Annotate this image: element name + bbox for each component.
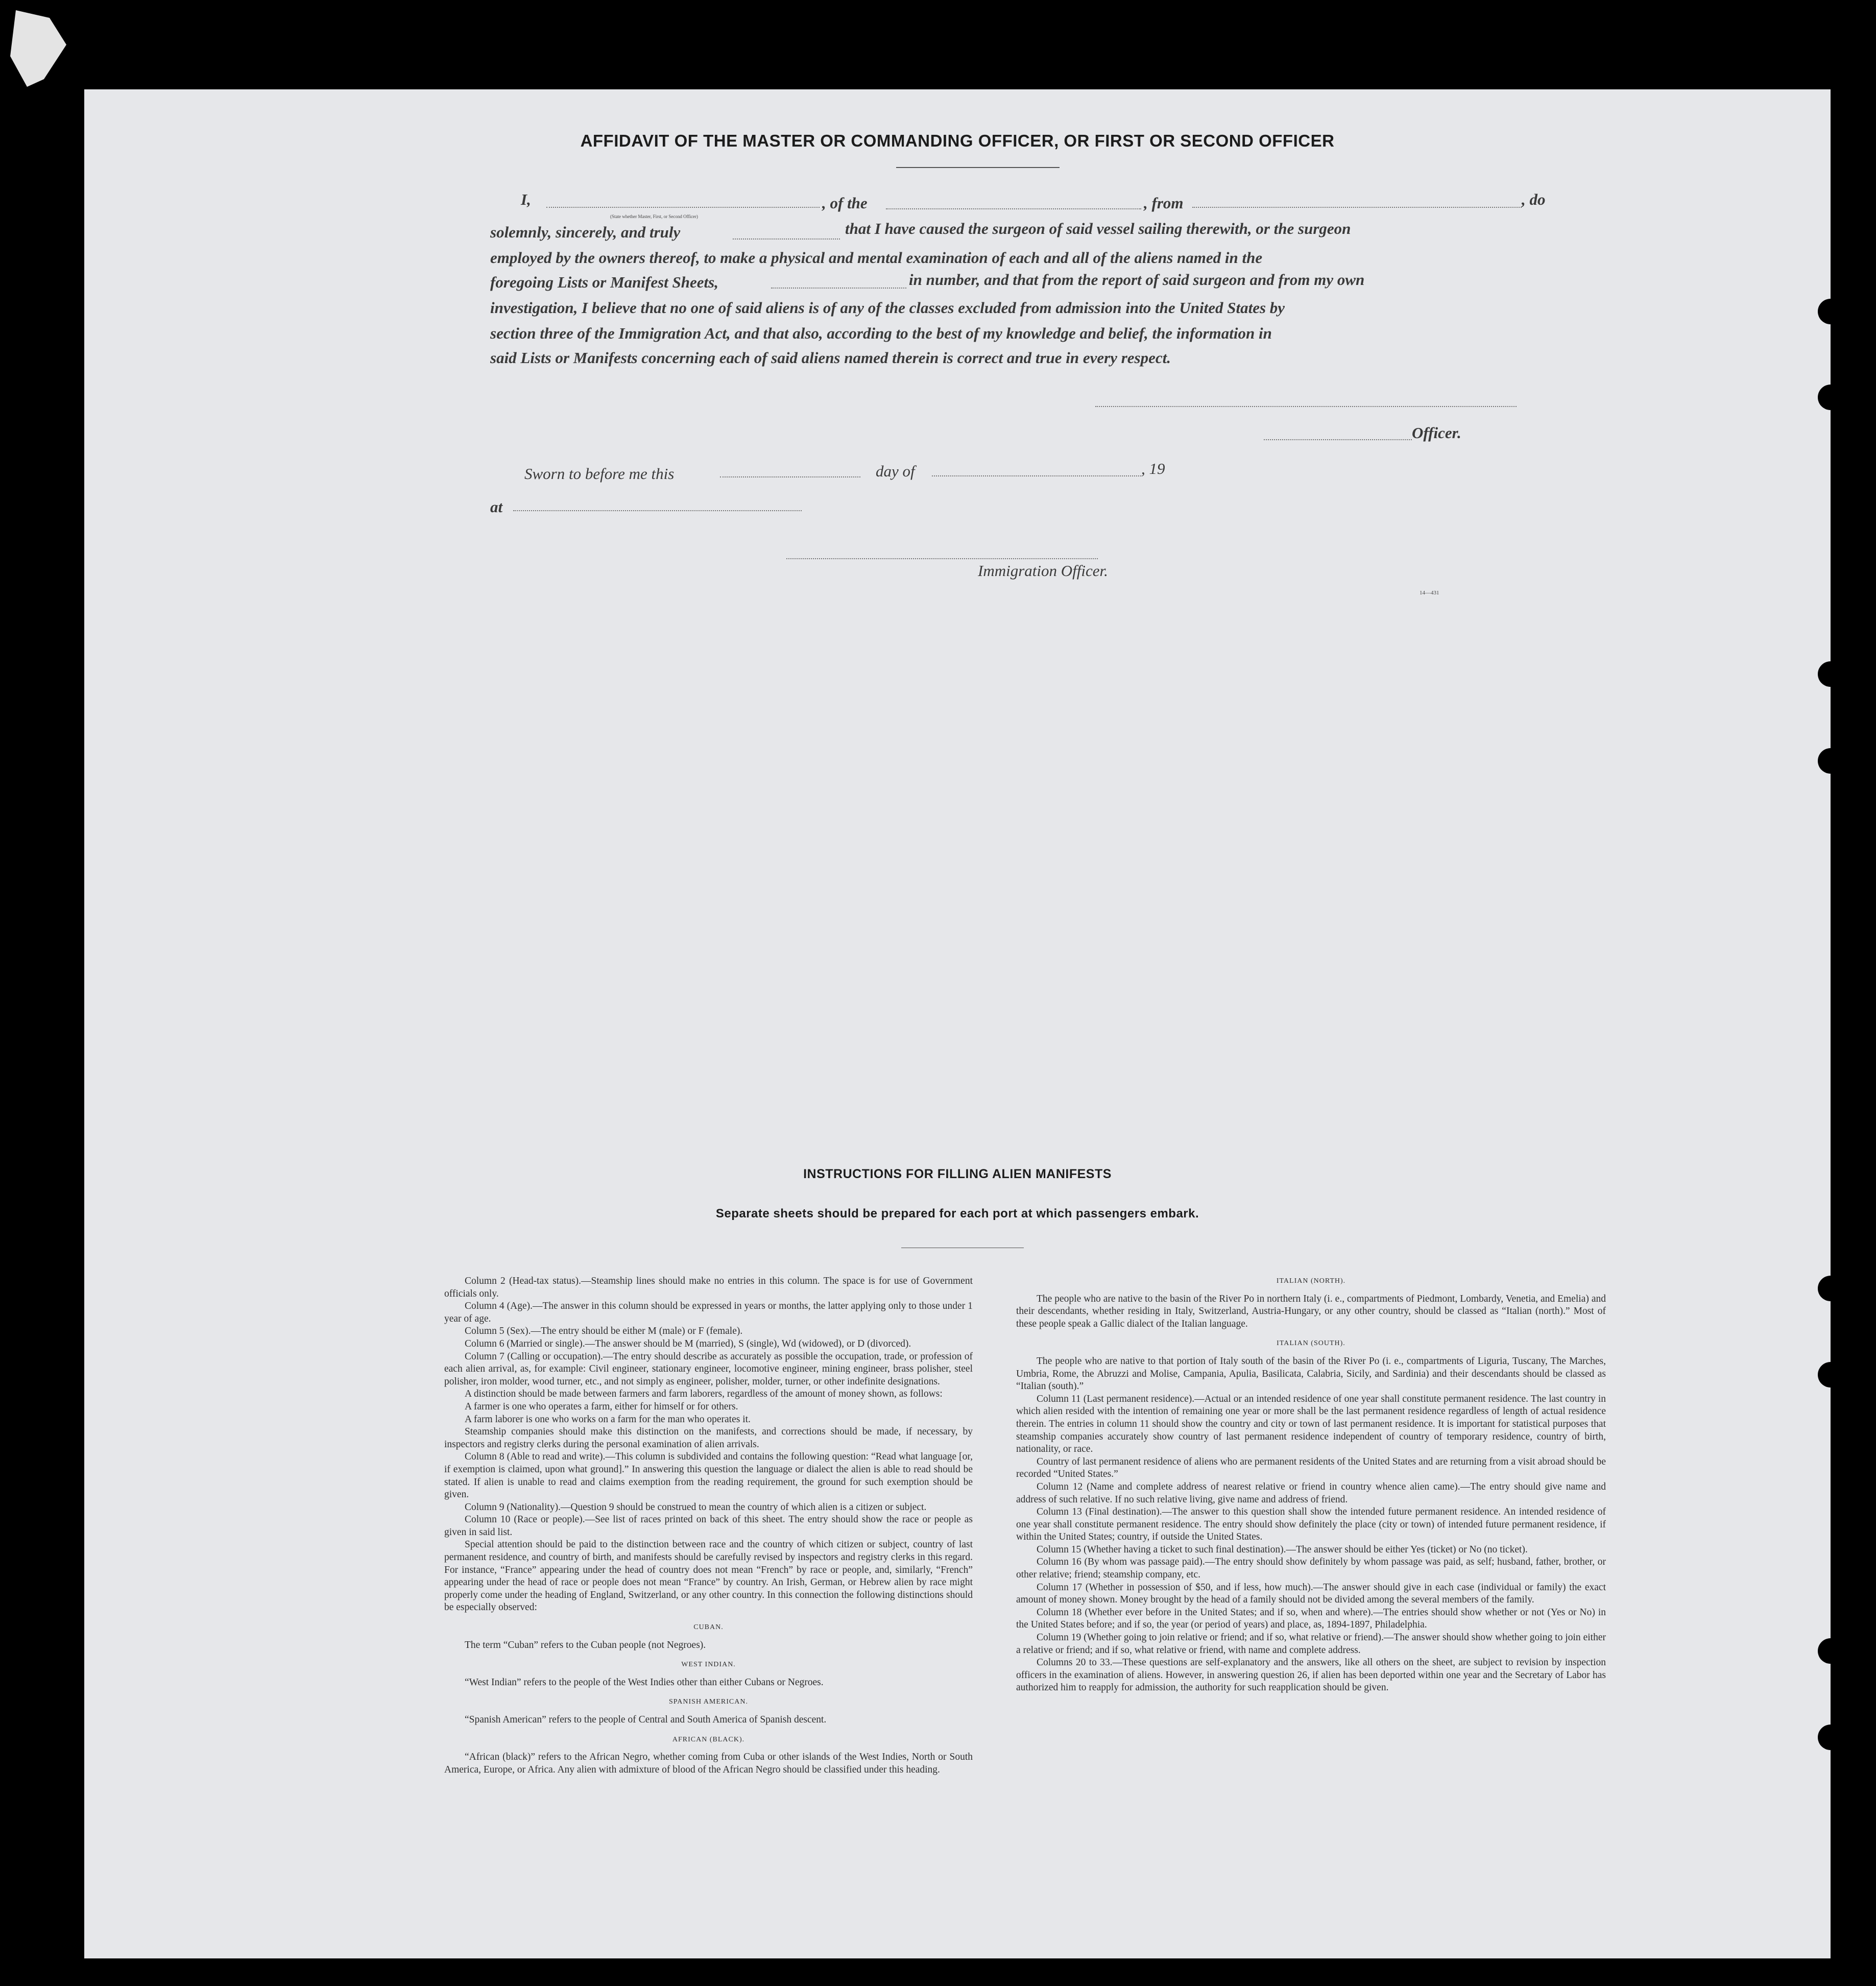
- col13-text: Column 13 (Final destination).—The answer to this question shall show the intended future permanent residence. An intended residence of one year shall constitute permanent residence. The entry should show definitely the place (city or town) of intended future permanent residence, if within the United States; country, if outside the United States.: [1016, 1506, 1606, 1543]
- immigration-officer-signature-line[interactable]: [786, 558, 1098, 559]
- italian-north-text: The people who are native to the basin of the River Po in northern Italy (i. e., compartments of Piedmont, Lombardy, Venetia, and Emelia) and their descendants, whether residing in Italy, Switzerland, Austria-Hungary, or any other country, should be classed as “Italian (north).” Most of these people speak a Gallic dialect of the Italian language.: [1016, 1293, 1606, 1329]
- col9-text: Column 9 (Nationality).—Question 9 should be construed to mean the country of which alien is a citizen or subject.: [465, 1501, 927, 1513]
- affidavit-line2a: solemnly, sincerely, and truly: [490, 223, 681, 241]
- col6-text: Column 6 (Married or single).—The answer should be M (married), S (single), Wd (widowed), or D (divorced).: [465, 1338, 911, 1349]
- farm-laborer-text: A farm laborer is one who works on a farm for the man who operates it.: [465, 1414, 751, 1425]
- affidavit-of-the: , of the: [822, 194, 868, 212]
- affidavit-title: AFFIDAVIT OF THE MASTER OR COMMANDING OFFICER, OR FIRST OR SECOND OFFICER: [580, 131, 1335, 150]
- col5-text: Column 5 (Sex).—The entry should be either M (male) or F (female).: [465, 1326, 743, 1337]
- affidavit-from: , from: [1144, 194, 1184, 212]
- col17-text: Column 17 (Whether in possession of $50, and if less, how much).—The answer should give in each case (individual or family) the exact amount of money shown. Money brought by the head of a family should not be divided among the several members of the family.: [1016, 1582, 1606, 1606]
- punch-hole: [1818, 1638, 1843, 1664]
- col11b-text: Country of last permanent residence of aliens who are permanent residents of the United States and are returning from a visit abroad should be recorded “United States.”: [1016, 1456, 1606, 1480]
- affidavit-line7: said Lists or Manifests concerning each of said aliens named therein is correct and true in every respect.: [490, 349, 1171, 367]
- immigration-officer-label: Immigration Officer.: [978, 562, 1108, 580]
- port-from-field[interactable]: [1192, 207, 1522, 208]
- col20-33-text: Columns 20 to 33.—These questions are self-explanatory and the answers, like all others on the sheet, are subject to revision by inspection officers in the examination of aliens. However, in answering question 26, if alien has been deported within one year and the Secretary of Labor has authorized him to reapply for admission, the authority for such reapplication should be given.: [1016, 1657, 1606, 1693]
- vessel-name-field[interactable]: [886, 208, 1141, 209]
- affidavit-line4a: foregoing Lists or Manifest Sheets,: [490, 273, 718, 291]
- col12-text: Column 12 (Name and complete address of nearest relative or friend in country whence alien came).—The entry should give name and address of such relative. If no such relative living, give name and address of friend.: [1016, 1481, 1606, 1505]
- punch-hole: [1818, 1725, 1843, 1750]
- sheets-count-field[interactable]: [771, 288, 906, 289]
- col11-text: Column 11 (Last permanent residence).—Actual or an intended residence of one year shall constitute permanent residence. The last country in which alien resided with the intention of remaining one year or more shall be the last permanent residence regardless of length of actual residence therein. The entries in column 11 should show the country and city or town of last permanent residence. It is important for statistical purposes that steamship companies accurately show country of last permanent residence independent of country of temporary residence, country of birth, nationality, or race.: [1016, 1393, 1606, 1455]
- oath-form-field[interactable]: [733, 238, 840, 240]
- day-of-label: day of: [876, 462, 915, 480]
- sworn-place-field[interactable]: [513, 510, 802, 511]
- sworn-label: Sworn to before me this: [524, 465, 675, 483]
- affidavit-i: I,: [521, 190, 531, 208]
- officer-title-line[interactable]: [1264, 439, 1412, 440]
- instructions-subtitle: Separate sheets should be prepared for each port at which passengers embark.: [715, 1207, 1199, 1221]
- race-distinction-text: Special attention should be paid to the distinction between race and the country of which citizen or subject, country of last permanent residence, and country of birth, and manifests should be carefully revised by inspectors and registry clerks in this regard. For instance, “France” appearing under the head of country does not mean “French” by race or people, and, similarly, “French” appearing under the head of race or people does not mean “France” by country. An Irish, German, or Hebrew alien by race might properly come under the heading of England, Switzerland, or any other country. In this connection the following distinctions should be especially observed:: [444, 1539, 973, 1613]
- cuban-heading: CUBAN.: [693, 1623, 724, 1632]
- punch-hole: [1818, 748, 1843, 774]
- col7-text: Column 7 (Calling or occupation).—The entry should describe as accurately as possible the occupation, trade, or profession of each alien arrival, as, for example: Civil engineer, stationary engineer, locomotive engineer, mining engineer, brass polisher, steel polisher, iron molder, wood turner, etc., and not simply as engineer, polisher, molder, turner, or other indefinite designations.: [444, 1351, 973, 1387]
- farmer-text: A farmer is one who operates a farm, either for himself or for others.: [465, 1401, 738, 1412]
- farmer-distinction-text: A distinction should be made between farmers and farm laborers, regardless of the amount of money shown, as follows:: [465, 1389, 943, 1400]
- west-indian-text: “West Indian” refers to the people of the West Indies other than either Cubans or Negroes.: [465, 1677, 824, 1688]
- rank-hint: (State whether Master, First, or Second Officer): [610, 214, 698, 219]
- manifest-page: [84, 89, 1831, 1958]
- punch-hole: [1818, 299, 1843, 324]
- punch-hole: [1818, 1362, 1843, 1387]
- instructions-title: INSTRUCTIONS FOR FILLING ALIEN MANIFESTS: [803, 1167, 1112, 1181]
- officer-label: Officer.: [1412, 424, 1461, 442]
- year-label: , 19: [1141, 460, 1165, 477]
- affidavit-line2b: that I have caused the surgeon of said vessel sailing therewith, or the surgeon: [845, 220, 1351, 237]
- col19-text: Column 19 (Whether going to join relative or friend; and if so, what relative or friend).—The answer should show whether going to join either a relative or friend; and if so, what relative or friend, with name and complete address.: [1016, 1632, 1606, 1656]
- instructions-left-column: [444, 1275, 973, 1776]
- italian-south-text: The people who are native to that portion of Italy south of the basin of the River Po (i. e., compartments of Liguria, Tuscany, The Marches, Umbria, Rome, the Abruzzi and Molise, Campania, Apulia, Basilicata, Calabria, Sicily, and Sardinia) and their descendants should be classed as “Italian (south).”: [1016, 1355, 1606, 1392]
- affidavit-line4b: in number, and that from the report of said surgeon and from my own: [909, 271, 1365, 289]
- col16-text: Column 16 (By whom was passage paid).—The entry should show definitely by whom passage was paid, as self; husband, father, brother, or other relative; friend; steamship company, etc.: [1016, 1557, 1606, 1581]
- title-divider: [896, 167, 1060, 168]
- affidavit-line3: employed by the owners thereof, to make a physical and mental examination of each and all of the aliens named in the: [490, 249, 1263, 267]
- sworn-month-field[interactable]: [932, 475, 1141, 476]
- affidavit-line5: investigation, I believe that no one of said aliens is of any of the classes excluded from admission into the United States by: [490, 299, 1285, 317]
- col10-text: Column 10 (Race or people).—See list of races printed on back of this sheet. The entry should show the race or people as given in said list.: [444, 1514, 973, 1538]
- at-label: at: [490, 498, 503, 516]
- african-heading: AFRICAN (BLACK).: [672, 1735, 745, 1743]
- instructions-right-column: [1016, 1275, 1606, 1694]
- affidavit-line6: section three of the Immigration Act, and that also, according to the best of my knowledge and belief, the information in: [490, 324, 1272, 342]
- affidavit-do: , do: [1522, 190, 1546, 208]
- punch-hole: [1818, 385, 1843, 410]
- african-text: “African (black)” refers to the African Negro, whether coming from Cuba or other islands of the West Indies, North or South America, Europe, or Africa. Any alien with admixture of blood of the African Negro should be classified under this heading.: [444, 1752, 973, 1775]
- col8-text: Column 8 (Able to read and write).—This column is subdivided and contains the following question: “Read what language [or, if exemption is claimed, upon what ground].” In answering this question the language or dialect the alien is able to read should be stated. If alien is unable to read and claims exemption from the reading requirement, the ground for such exemption should be given.: [444, 1451, 973, 1500]
- west-indian-heading: WEST INDIAN.: [681, 1661, 736, 1669]
- col4-text: Column 4 (Age).—The answer in this column should be expressed in years or months, the latter applying only to those under 1 year of age.: [444, 1301, 973, 1324]
- punch-hole: [1818, 661, 1843, 687]
- sworn-day-field[interactable]: [720, 476, 860, 477]
- spanish-american-text: “Spanish American” refers to the people of Central and South America of Spanish descent.: [465, 1714, 827, 1725]
- col15-text: Column 15 (Whether having a ticket to such final destination).—The answer should be either Yes (ticket) or No (no ticket).: [1037, 1544, 1528, 1555]
- italian-north-heading: ITALIAN (NORTH).: [1276, 1277, 1346, 1285]
- officer-signature-line[interactable]: [1095, 406, 1517, 407]
- cuban-text: The term “Cuban” refers to the Cuban people (not Negroes).: [465, 1639, 706, 1650]
- form-code: 14—431: [1420, 590, 1439, 596]
- col2-text: Column 2 (Head-tax status).—Steamship lines should make no entries in this column. The space is for use of Government officials only.: [444, 1276, 973, 1299]
- officer-rank-field[interactable]: [546, 207, 820, 208]
- spanish-american-heading: SPANISH AMERICAN.: [669, 1698, 748, 1706]
- col18-text: Column 18 (Whether ever before in the United States; and if so, when and where).—The entries should show whether or not (Yes or No) in the United States before; and if so, the year (or period of years) and place, as, 1894-1897, Philadelphia.: [1016, 1607, 1606, 1631]
- steamship-text: Steamship companies should make this distinction on the manifests, and corrections should be made, if necessary, by inspectors and registry clerks during the personal examination of alien arrivals.: [444, 1426, 973, 1450]
- torn-corner: [10, 10, 66, 87]
- italian-south-heading: ITALIAN (SOUTH).: [1277, 1339, 1345, 1348]
- punch-hole: [1818, 1276, 1843, 1301]
